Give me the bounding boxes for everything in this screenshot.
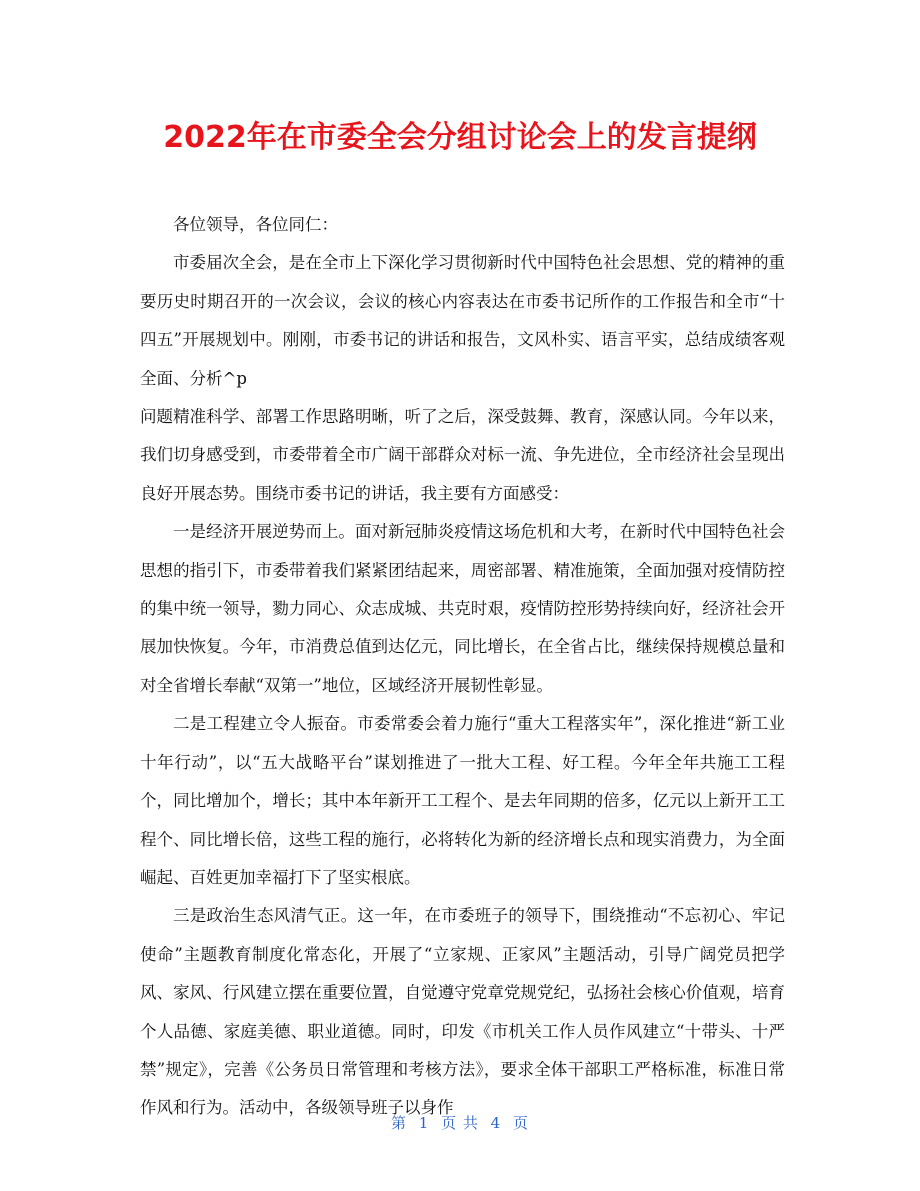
footer-page-number: 1	[418, 1114, 430, 1132]
paragraph-point-three: 三是政治生态风清气正。这一年，在市委班子的领导下，围绕推动“不忘初心、牢记使命”主题教育制度化常态化，开展了“立家规、正家风”主题活动，引导广阔党员把学风、家风、行风建立摆在重要位置，自觉遵守党章党规党纪，弘扬社会核心价值观，培育个人品德、家庭美德、职业道德。同时，印发《市机关工作人员作风建立“十带头、十严禁”规定》，完善《公务员日常管理和考核方法》，要求全体干部职工严格标准，标准日常作风和行为。活动中，各级领导班子以身作	[140, 906, 785, 1118]
page-footer	[0, 1112, 920, 1133]
footer-suffix: 页	[513, 1114, 530, 1132]
document-body	[140, 206, 785, 1128]
paragraph-intro: 市委届次全会，是在全市上下深化学习贯彻新时代中国特色社会思想、党的精神的重要历史时期召开的一次会议，会议的核心内容表达在市委书记所作的工作报告和全市“十四五”开展规划中。刚刚，市委书记的讲话和报告，文风朴实、语言平实，总结成绩客观全面、分析^p	[140, 253, 785, 388]
paragraph-intro-continued: 问题精准科学、部署工作思路明晰，听了之后，深受鼓舞、教育，深感认同。今年以来，我们切身感受到，市委带着全市广阔干部群众对标一流、争先进位，全市经济社会呈现出良好开展态势。围绕市委书记的讲话，我主要有方面感受：	[140, 407, 785, 503]
footer-middle: 页 共	[441, 1114, 479, 1132]
paragraph-point-one: 一是经济开展逆势而上。面对新冠肺炎疫情这场危机和大考，在新时代中国特色社会思想的指引下，市委带着我们紧紧团结起来，周密部署、精准施策，全面加强对疫情防控的集中统一领导，勠力同心、众志成城、共克时艰，疫情防控形势持续向好，经济社会开展加快恢复。今年，市消费总值到达亿元，同比增长，在全省占比，继续保持规模总量和对全省增长奉献“双第一”地位，区域经济开展韧性彰显。	[140, 522, 785, 695]
paragraph-salutation: 各位领导，各位同仁：	[173, 215, 338, 234]
footer-prefix: 第	[390, 1114, 407, 1132]
footer-total-pages: 4	[490, 1114, 502, 1132]
paragraph-point-two: 二是工程建立令人振奋。市委常委会着力施行“重大工程落实年”，深化推进“新工业十年行动”，以“五大战略平台”谋划推进了一批大工程、好工程。今年全年共施工工程个，同比增加个，增长；其中本年新开工工程个、是去年同期的倍多，亿元以上新开工工程个、同比增长倍，这些工程的施行，必将转化为新的经济增长点和现实消费力，为全面崛起、百姓更加幸福打下了坚实根底。	[140, 714, 785, 887]
document-title: 2022年在市委全会分组讨论会上的发言提纲	[163, 120, 757, 155]
